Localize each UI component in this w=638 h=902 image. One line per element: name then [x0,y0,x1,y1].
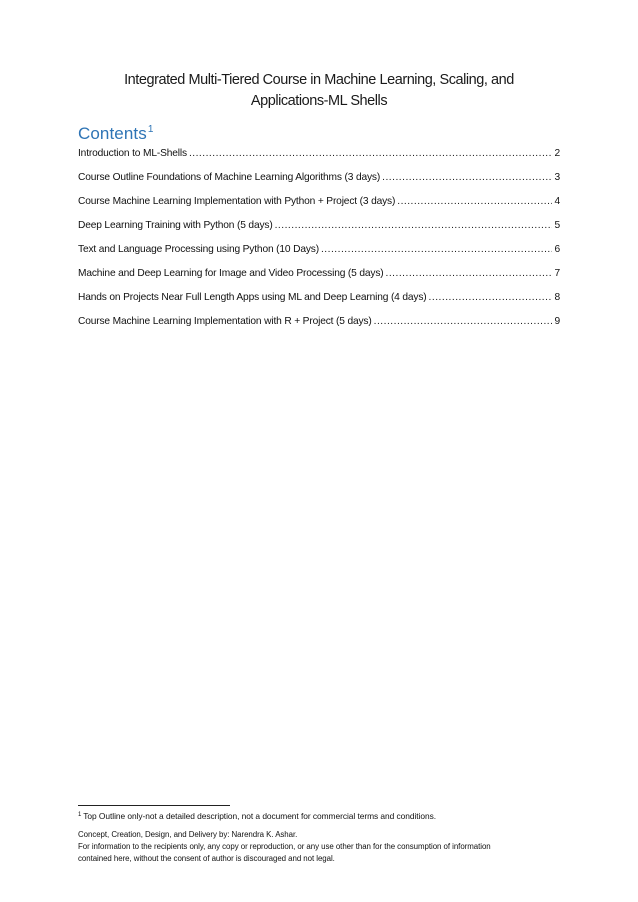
toc-dot-leader [382,171,552,185]
toc-entry[interactable] [78,219,560,243]
toc-entry[interactable] [78,243,560,267]
toc-dot-leader [386,267,552,281]
footer-credit: Concept, Creation, Design, and Delivery by: Narendra K. Ashar. [78,830,298,839]
footnote-separator [78,805,230,806]
contents-heading [78,124,154,144]
toc-dot-leader [275,219,552,233]
toc-entry-page[interactable]: 5 [554,220,560,231]
toc-entry[interactable] [78,315,560,339]
toc-entry[interactable] [78,291,560,315]
table-of-contents [78,147,560,339]
toc-dot-leader [374,315,552,329]
toc-entry[interactable] [78,195,560,219]
toc-entry-page[interactable]: 3 [554,172,560,183]
toc-entry-title[interactable]: Deep Learning Training with Python (5 days) [78,220,273,231]
footer-notice-line-1: For information to the recipients only, any copy or reproduction, or any use other than for the consumption of information [78,842,491,851]
toc-entry-title[interactable]: Text and Language Processing using Python (10 Days) [78,244,319,255]
toc-dot-leader [429,291,552,305]
toc-dot-leader [189,147,552,161]
toc-entry-title[interactable]: Course Machine Learning Implementation with Python + Project (3 days) [78,196,396,207]
toc-entry[interactable] [78,267,560,291]
toc-entry-page[interactable]: 2 [554,148,560,159]
footnote-text: Top Outline only-not a detailed description, not a document for commercial terms and conditions. [83,811,437,821]
toc-entry-title[interactable]: Course Machine Learning Implementation with R + Project (5 days) [78,316,372,327]
toc-entry-page[interactable]: 6 [554,244,560,255]
toc-dot-leader [397,195,552,209]
document-title-line-1: Integrated Multi-Tiered Course in Machine Learning, Scaling, and [124,72,514,88]
toc-entry-page[interactable]: 8 [554,292,560,303]
toc-entry-title[interactable]: Introduction to ML-Shells [78,148,187,159]
toc-entry-title[interactable]: Hands on Projects Near Full Length Apps using ML and Deep Learning (4 days) [78,292,427,303]
toc-entry-title[interactable]: Course Outline Foundations of Machine Learning Algorithms (3 days) [78,172,381,183]
page-footer [78,829,564,865]
toc-entry-page[interactable]: 4 [554,196,560,207]
toc-entry-page[interactable]: 7 [554,268,560,279]
toc-dot-leader [321,243,552,257]
toc-entry-title[interactable]: Machine and Deep Learning for Image and Video Processing (5 days) [78,268,384,279]
footer-notice-line-2: contained here, without the consent of author is discouraged and not legal. [78,854,335,863]
footnote-marker: 1 [78,812,82,818]
document-title [78,70,560,112]
toc-entry-page[interactable]: 9 [554,316,560,327]
toc-entry[interactable] [78,171,560,195]
document-title-line-2: Applications-ML Shells [250,93,388,109]
footnote [78,811,560,821]
contents-heading-text: Contents [78,124,147,143]
toc-entry[interactable] [78,147,560,171]
footnote-reference[interactable]: 1 [147,124,154,135]
